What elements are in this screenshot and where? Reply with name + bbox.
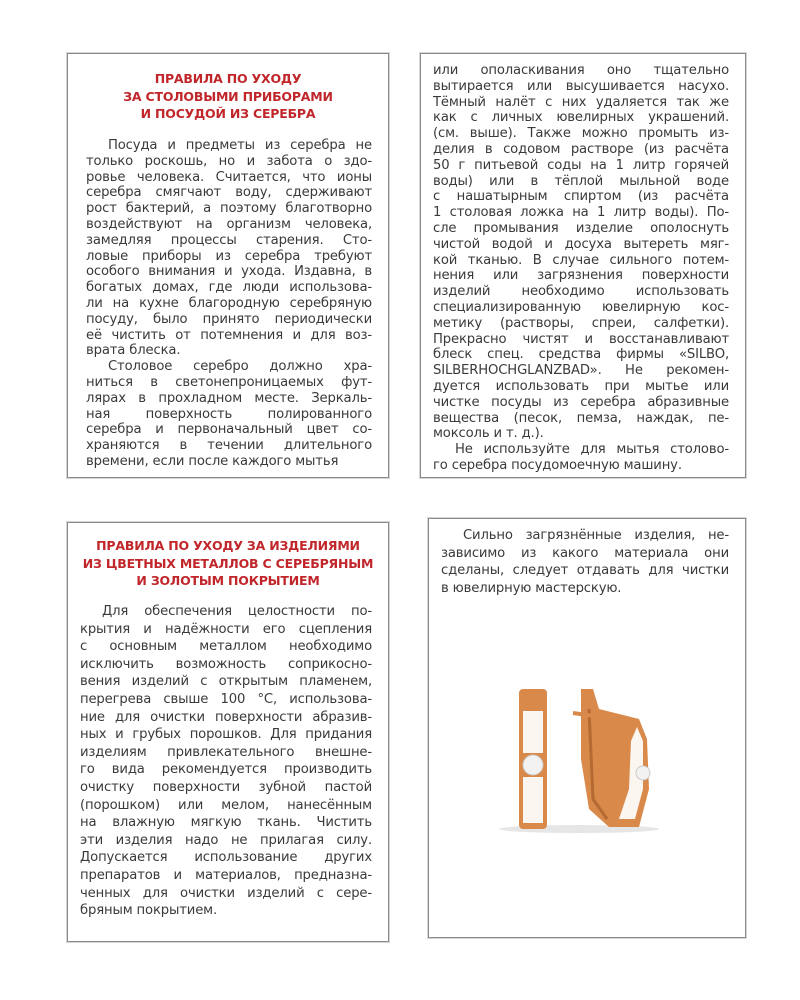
text-line: вытирается или высушивается насухо. (433, 78, 729, 94)
text-line: Сильно загрязнённые изделия, не- (463, 528, 729, 543)
text-line: ние для очистки поверхности абразив- (80, 709, 372, 725)
text-line: как с личных ювелирных украшений. (433, 110, 729, 126)
text-line: воздействуют на организм человека, (86, 216, 372, 232)
text-line: ная поверхность полированного (86, 406, 372, 422)
text-line: Столовое серебро должно хра- (108, 359, 372, 375)
text-line: серебра и первоначальный цвет со- (86, 422, 372, 438)
text-line: Посуда и предметы из серебра не (108, 138, 372, 153)
panel-title (68, 537, 388, 590)
text-line: замедляя процессы старения. Сто- (86, 232, 372, 248)
title-line: И ПОСУДОЙ ИЗ СЕРЕБРА (140, 106, 316, 121)
text-line: рост бактерий, а поэтому благотворно (86, 201, 372, 217)
text-line: только роскошь, но и забота о здо- (86, 153, 372, 169)
text-line: 1 столовая ложка на 1 литр воды). По- (433, 205, 729, 221)
text-line: бряным покрытием. (80, 903, 218, 919)
panel-body (80, 603, 372, 920)
text-line: SILBERHOCHGLANZBAD». Не рекомен- (433, 363, 729, 379)
text-line: ловые приборы из серебра требуют (86, 248, 372, 264)
text-line: с нашатырным спиртом (из расчёта (433, 189, 729, 205)
text-line: препаратов и материалов, предназна- (80, 867, 372, 883)
silverware-care-continued-panel (420, 53, 746, 478)
text-line: метику (растворы, спреи, салфетки). (433, 315, 729, 331)
text-line: с основным металлом необходимо (80, 639, 372, 655)
text-line: Не используйте для мытья столово- (455, 442, 729, 458)
text-line: врата блеска. (86, 343, 181, 359)
text-line: посуду, было принято периодически (86, 311, 372, 327)
text-line: ли на кухне благородную серебряную (86, 295, 372, 311)
text-line: вения изделий с открытым пламенем, (80, 674, 372, 690)
text-line: Прекрасно чистят и восстанавливают (433, 331, 729, 347)
text-line: моксоль и т. д.). (433, 426, 544, 442)
text-line: специализированную ювелирную кос- (433, 299, 729, 315)
text-line: храняются в течении длительного (86, 438, 372, 454)
text-line: или ополаскивания оно тщательно (433, 63, 729, 78)
title-line: ЗА СТОЛОВЫМИ ПРИБОРАМИ (123, 88, 333, 104)
text-line: чистой водой и досуха вытереть мяг- (433, 236, 729, 252)
text-line: исключить возможность соприкосно- (80, 656, 372, 672)
text-line: ровье человека. Считается, что ионы (86, 169, 372, 185)
panel-body (441, 527, 729, 597)
text-line: чистке посуды из серебра абразивные (433, 394, 729, 410)
text-line: нения или загрязнения поверхности (433, 268, 729, 284)
text-line: воды) или в тёплой мыльной воде (433, 173, 729, 189)
plated-items-care-panel (67, 522, 389, 942)
text-line: богатых домах, где люди использова- (86, 280, 372, 296)
text-line: го вида рекомендуется производить (80, 762, 372, 778)
text-line: изделиям привлекательного внешне- (80, 744, 372, 760)
text-line: Для обеспечения целостности по- (102, 604, 372, 619)
panel-body (86, 138, 372, 470)
text-line: её чистить от потемнения и для воз- (86, 327, 372, 343)
text-line: (см. выше). Также можно промыть из- (433, 126, 729, 142)
text-line: делия в содовом растворе (из расчёта (433, 141, 729, 157)
text-line: (порошком) или мелом, нанесённым (80, 797, 372, 813)
text-line: сле промывания изделие ополоснуть (433, 220, 729, 236)
text-line: блеск спец. средства фирмы «SILBO, (433, 347, 729, 363)
text-line: особого внимания и ухода. Издавна, в (86, 264, 372, 280)
text-line: зависимо из какого материала они (441, 545, 729, 561)
text-line: ных и грубых порошков. Для придания (80, 727, 372, 743)
text-line: крытия и надёжности его сцепления (80, 621, 372, 637)
title-line: ПРАВИЛА ПО УХОДУ ЗА ИЗДЕЛИЯМИ (96, 538, 360, 553)
text-line: серебра смягчают воду, сдерживают (86, 185, 372, 201)
panel-title (68, 70, 388, 123)
text-line: сделаны, следует отдавать для чистки (441, 563, 729, 579)
text-line: 50 г питьевой соды на 1 литр горячей (433, 157, 729, 173)
panel-body (433, 63, 729, 474)
earrings-image (489, 679, 669, 839)
text-line: ченных для очистки изделий с сере- (80, 885, 372, 901)
text-line: в ювелирную мастерскую. (441, 580, 622, 596)
text-line: го серебра посудомоечную машину. (433, 457, 682, 473)
title-line: ИЗ ЦВЕТНЫХ МЕТАЛЛОВ С СЕРЕБРЯНЫМ (82, 555, 374, 571)
text-line: эти изделия надо не прилагая силу. (80, 832, 372, 848)
silverware-care-panel (67, 53, 389, 478)
text-line: лярах в прохладном месте. Зеркаль- (86, 390, 372, 406)
text-line: перегрева свыше 100 °С, использова- (80, 691, 372, 707)
text-line: вещества (песок, пемза, наждак, пе- (433, 410, 729, 426)
text-line: дуется использовать при мытье или (433, 378, 729, 394)
text-line: изделий необходимо использовать (433, 284, 729, 300)
text-line: очистку поверхности зубной пастой (80, 779, 372, 795)
heavily-soiled-items-panel (428, 518, 746, 938)
text-line: Допускается использование других (80, 850, 372, 866)
text-line: времени, если после каждого мытья (86, 453, 339, 469)
text-line: Тёмный налёт с них удаляется так же (433, 94, 729, 110)
title-line: ПРАВИЛА ПО УХОДУ (154, 71, 302, 86)
text-line: ниться в светонепроницаемых фут- (86, 374, 372, 390)
text-line: на влажную мягкую ткань. Чистить (80, 815, 372, 831)
title-line: И ЗОЛОТЫМ ПОКРЫТИЕМ (136, 573, 320, 588)
text-line: кой тканью. В случае сильного потем- (433, 252, 729, 268)
